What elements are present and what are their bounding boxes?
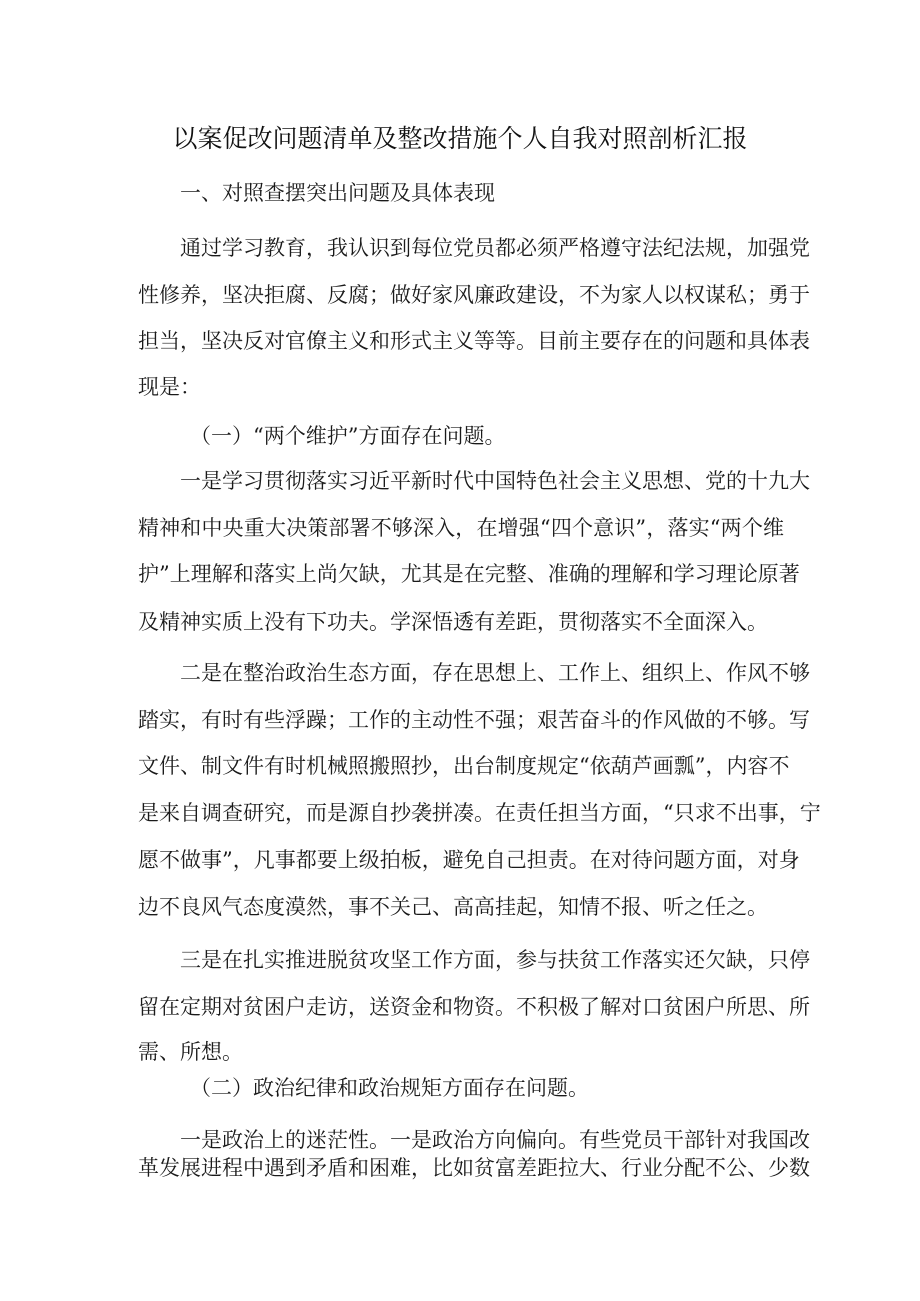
paragraph-line: 边不良风气态度漠然，事不关己、高高挂起，知情不报、听之任之。 [138,895,768,919]
paragraph-line: 护”上理解和落实上尚欠缺，尤其是在完整、准确的理解和学习理论原著 [138,562,800,586]
subsection1-heading: （一）“两个维护”方面存在问题。 [190,424,506,448]
section1-heading: 一、对照查摆突出问题及具体表现 [180,181,495,205]
paragraph-line: 现是： [138,375,201,399]
document-title: 以案促改问题清单及整改措施个人自我对照剖析汇报 [172,124,748,153]
subsection2-heading: （二）政治纪律和政治规矩方面存在问题。 [190,1076,589,1100]
paragraph-line: 革发展进程中遇到矛盾和困难，比如贫富差距拉大、行业分配不公、少数 [138,1156,810,1180]
paragraph-line: 是来自调查研究，而是源自抄袭拼凑。在责任担当方面，“只求不出事，宁 [138,801,821,825]
paragraph-line: 留在定期对贫困户走访，送资金和物资。不积极了解对口贫困户所思、所 [138,995,810,1019]
paragraph-line: 通过学习教育，我认识到每位党员都必须严格遵守法纪法规，加强党 [180,236,810,260]
paragraph-line: 愿不做事”，凡事都要上级拍板，避免自己担责。在对待问题方面，对身 [138,848,800,872]
paragraph-line: 性修养，坚决拒腐、反腐；做好家风廉政建设，不为家人以权谋私；勇于 [138,283,810,307]
paragraph-line: 二是在整治政治生态方面，存在思想上、工作上、组织上、作风不够 [180,661,810,685]
paragraph-line: 三是在扎实推进脱贫攻坚工作方面，参与扶贫工作落实还欠缺，只停 [180,948,810,972]
paragraph-line: 担当，坚决反对官僚主义和形式主义等等。目前主要存在的问题和具体表 [138,329,810,353]
paragraph-line: 需、所想。 [138,1040,243,1064]
paragraph-line: 精神和中央重大决策部署不够深入，在增强“四个意识”，落实“两个维 [138,516,784,540]
paragraph-line: 文件、制文件有时机械照搬照抄，出台制度规定“依葫芦画瓢”，内容不 [138,754,790,778]
paragraph-line: 一是政治上的迷茫性。一是政治方向偏向。有些党员干部针对我国改 [180,1128,810,1152]
paragraph-line: 踏实，有时有些浮躁；工作的主动性不强；艰苦奋斗的作风做的不够。写 [138,708,810,732]
paragraph-line: 一是学习贯彻落实习近平新时代中国特色社会主义思想、党的十九大 [180,469,810,493]
paragraph-line: 及精神实质上没有下功夫。学深悟透有差距，贯彻落实不全面深入。 [138,610,768,634]
